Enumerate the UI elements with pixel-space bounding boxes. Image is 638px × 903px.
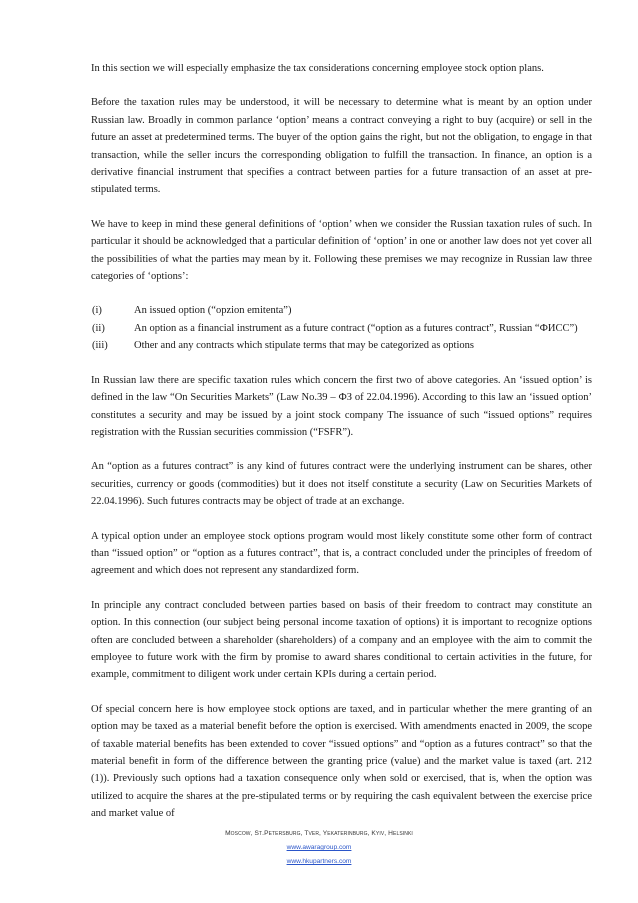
list-item-number: (iii) (92, 340, 108, 352)
footer-cities: Moscow, St.Petersburg, Tver, Yekaterinburg, Kyiv, Helsinki (225, 830, 413, 837)
paragraph-typical-option: A typical option under an employee stock options program would most likely constitute some other form of contract than “issued option” or “option as a futures contract”, that is, a contract concluded under the principles of freedom of agreement and which does not represent any standardized form. (91, 530, 592, 577)
paragraph-categories-intro: We have to keep in mind these general definitions of ‘option’ when we consider the Russian taxation rules of such. In particular it should be acknowledged that a particular definition of ‘option’ in one or another law does not yet cover all the possibilities of what the parties may mean by it. Following these premises we may recognize in Russian law three categories of ‘options’: (91, 218, 592, 283)
paragraph-taxation-concern: Of special concern here is how employee stock options are taxed, and in particular whether the mere granting of an option may be taxed as a material benefit before the option is exercised. With amendments enacted in 2009, the scope of taxable material benefits has been extended to cover “issued options” and “option as a futures contract” so that the material benefit in form of the difference between the granting price (value) and the market value is taxed (art. 212 (1)). Previously such options had a taxation consequence only when sold or exercised, that is, when the option was utilized to acquire the shares at the pre-stipulated terms or by requiring the cash equivalent between the exercise price and market value of (91, 703, 592, 820)
footer-link-awaragroup[interactable]: www.awaragroup.com (286, 844, 352, 851)
list-item-number: (ii) (92, 322, 105, 334)
list-item (91, 302, 592, 319)
page-footer (0, 827, 638, 869)
list-item-text: An option as a financial instrument as a future contract (“option as a futures contract”, Russian “ФИСС”) (134, 322, 578, 334)
list-item-text: Other and any contracts which stipulate terms that may be categorized as options (134, 340, 474, 352)
paragraph-issued-option: In Russian law there are specific taxation rules which concern the first two of above categories. An ‘issued option’ is defined in the law “On Securities Markets” (Law No.39 – ФЗ of 22.04.1996). According to this law an ‘issued option’ constitutes a security and may be issued by a joint stock company The issuance of such “issued options” requires registration with the Russian securities commission (“FSFR”). (91, 374, 592, 438)
list-item (91, 320, 592, 337)
document-body (91, 60, 592, 840)
paragraph-freedom-to-contract: In principle any contract concluded between parties based on basis of their freedom to contract may constitute an option. In this connection (our subject being personal income taxation of options) it is important to recognize options often are concluded between a shareholder (shareholders) of a company and an employee with the aim to commit the employee to future work with the firm by promise to award shares conditional to certain activities in the future, for example, commitment to diligent work under certain KPIs during a certain period. (91, 599, 592, 681)
footer-link-hkupartners[interactable]: www.hkupartners.com (286, 858, 352, 865)
list-item-number: (i) (92, 305, 102, 317)
list-item (91, 337, 592, 354)
paragraph-option-definition: Before the taxation rules may be understood, it will be necessary to determine what is meant by an option under Russian law. Broadly in common parlance ‘option’ means a contract conveying a right to buy (acquire) or sell in the future an asset at predetermined terms. The buyer of the option gains the right, but not the obligation, to engage in that transaction, while the seller incurs the corresponding obligation to fulfill the transaction. In finance, an option is a derivative financial instrument that specifies a contract between parties for a future transaction of an asset at pre-stipulated terms. (91, 97, 592, 196)
paragraph-intro: In this section we will especially emphasize the tax considerations concerning employee stock option plans. (91, 63, 544, 74)
paragraph-futures-contract: An “option as a futures contract” is any kind of futures contract were the underlying instrument can be shares, other securities, currency or goods (commodities) but it does not itself constitute a security (Law on Securities Markets of 22.04.1996). Such futures contracts may be object of trade at an exchange. (91, 461, 592, 508)
option-categories-list (91, 302, 592, 354)
list-item-text: An issued option (“opzion emitenta”) (134, 305, 292, 317)
